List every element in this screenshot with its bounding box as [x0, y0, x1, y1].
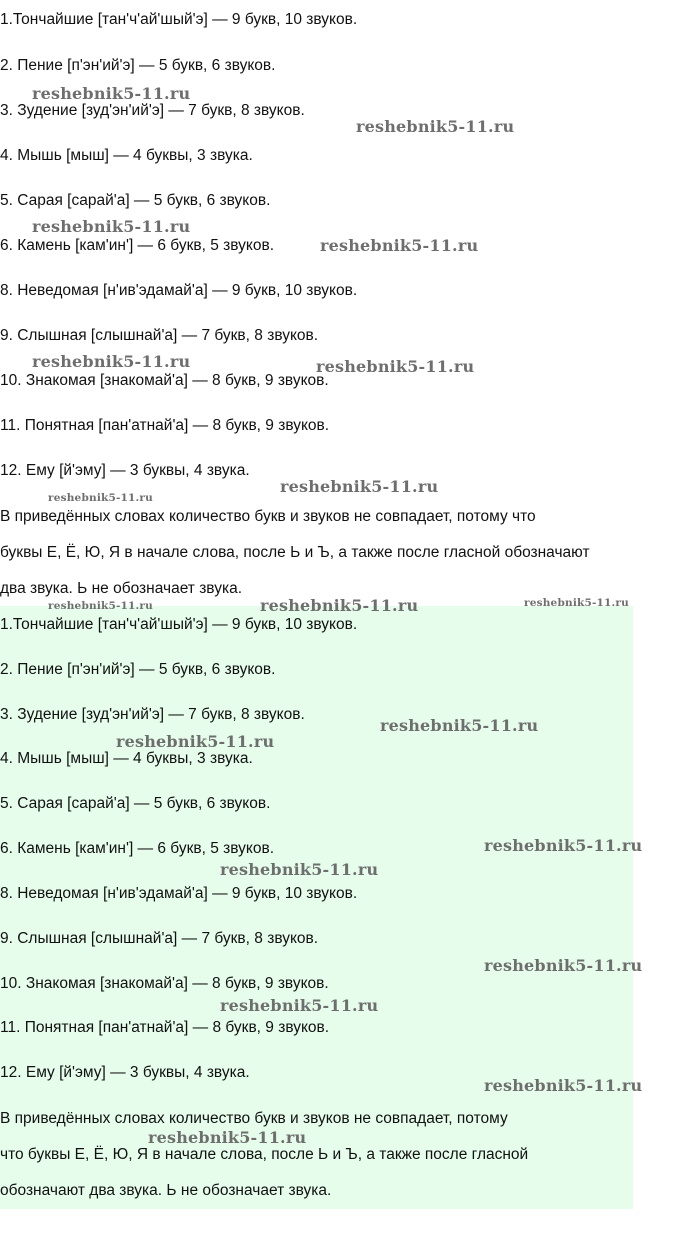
explanation-line: два звука. Ь не обозначает звука.: [0, 580, 242, 597]
list-item: 9. Слышная [слышнай'а] — 7 букв, 8 звуков.: [0, 327, 319, 344]
watermark: reshebnik5-11.ru: [32, 217, 191, 236]
list-item: 4. Мышь [мыш] — 4 буквы, 3 звука.: [0, 147, 253, 164]
list-item: 5. Сарая [сарай'а] — 5 букв, 6 звуков.: [0, 192, 271, 209]
watermark: reshebnik5-11.ru: [380, 716, 539, 735]
watermark: reshebnik5-11.ru: [484, 956, 643, 975]
watermark: reshebnik5-11.ru: [48, 492, 153, 504]
list-item: 1.Тончайшие [тан'ч'ай'шый'э] — 9 букв, 10 звуков.: [0, 11, 358, 28]
list-item: 6. Камень [кам'ин'] — 6 букв, 5 звуков.: [0, 237, 274, 254]
watermark: reshebnik5-11.ru: [48, 600, 153, 612]
list-item: 3. Зудение [зуд'эн'ий'э] — 7 букв, 8 звуков.: [0, 706, 305, 723]
list-item: 2. Пение [п'эн'ий'э] — 5 букв, 6 звуков.: [0, 57, 276, 74]
list-item: 12. Ему [й'эму] — 3 буквы, 4 звука.: [0, 462, 250, 479]
list-item: 9. Слышная [слышнай'а] — 7 букв, 8 звуков.: [0, 930, 319, 947]
list-item: 12. Ему [й'эму] — 3 буквы, 4 звука.: [0, 1064, 250, 1081]
explanation-line: что буквы Е, Ё, Ю, Я в начале слова, после Ь и Ъ, а также после гласной: [0, 1146, 529, 1163]
list-item: 5. Сарая [сарай'а] — 5 букв, 6 звуков.: [0, 795, 271, 812]
explanation-line: обозначают два звука. Ь не обозначает звука.: [0, 1182, 332, 1199]
list-item: 1.Тончайшие [тан'ч'ай'шый'э] — 9 букв, 10 звуков.: [0, 616, 358, 633]
list-item: 8. Неведомая [н'ив'эдамай'а] — 9 букв, 10 звуков.: [0, 282, 358, 299]
list-item: 8. Неведомая [н'ив'эдамай'а] — 9 букв, 10 звуков.: [0, 885, 358, 902]
watermark: reshebnik5-11.ru: [220, 860, 379, 879]
watermark: reshebnik5-11.ru: [32, 352, 191, 371]
watermark: reshebnik5-11.ru: [148, 1128, 307, 1147]
list-item: 4. Мышь [мыш] — 4 буквы, 3 звука.: [0, 750, 253, 767]
watermark: reshebnik5-11.ru: [220, 996, 379, 1015]
watermark: reshebnik5-11.ru: [356, 117, 515, 136]
explanation-line: В приведённых словах количество букв и звуков не совпадает, потому что: [0, 508, 536, 525]
list-item: 3. Зудение [зуд'эн'ий'э] — 7 букв, 8 звуков.: [0, 102, 305, 119]
list-item: 10. Знакомая [знакомай'а] — 8 букв, 9 звуков.: [0, 975, 329, 992]
list-item: 11. Понятная [пан'атнай'а] — 8 букв, 9 звуков.: [0, 1019, 330, 1036]
watermark: reshebnik5-11.ru: [116, 732, 275, 751]
watermark: reshebnik5-11.ru: [260, 596, 419, 615]
list-item: 11. Понятная [пан'атнай'а] — 8 букв, 9 звуков.: [0, 417, 330, 434]
watermark: reshebnik5-11.ru: [524, 597, 629, 609]
watermark: reshebnik5-11.ru: [280, 477, 439, 496]
explanation-line: буквы Е, Ё, Ю, Я в начале слова, после Ь и Ъ, а также после гласной обозначают: [0, 544, 590, 561]
watermark: reshebnik5-11.ru: [316, 357, 475, 376]
explanation-line: В приведённых словах количество букв и звуков не совпадает, потому: [0, 1110, 508, 1127]
watermark: reshebnik5-11.ru: [32, 84, 191, 103]
watermark: reshebnik5-11.ru: [320, 236, 479, 255]
list-item: 2. Пение [п'эн'ий'э] — 5 букв, 6 звуков.: [0, 661, 276, 678]
list-item: 6. Камень [кам'ин'] — 6 букв, 5 звуков.: [0, 840, 274, 857]
watermark: reshebnik5-11.ru: [484, 836, 643, 855]
list-item: 10. Знакомая [знакомай'а] — 8 букв, 9 звуков.: [0, 372, 329, 389]
watermark: reshebnik5-11.ru: [484, 1076, 643, 1095]
